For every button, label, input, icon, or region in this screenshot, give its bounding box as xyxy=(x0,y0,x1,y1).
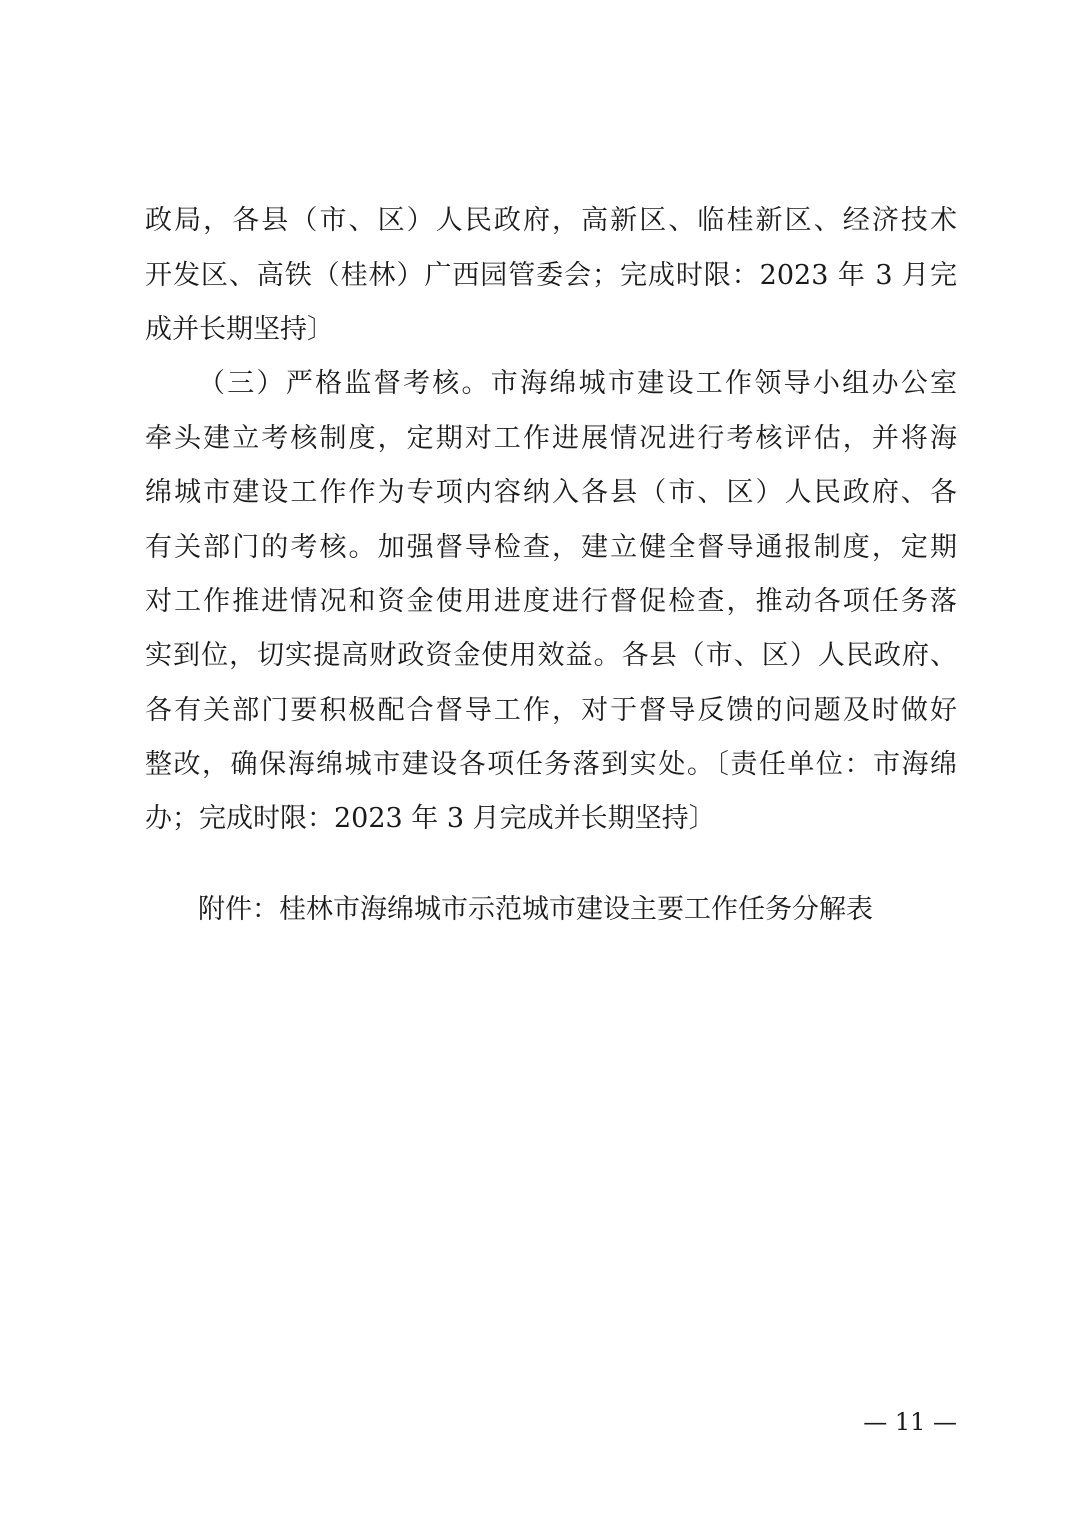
text-line: 绵城市建设工作作为专项内容纳入各县（市、区）人民政府、各 xyxy=(145,477,957,508)
text-line: 有关部门的考核。加强督导检查，建立健全督导通报制度，定期 xyxy=(145,532,957,563)
text-line: 各有关部门要积极配合督导工作，对于督导反馈的问题及时做好 xyxy=(145,695,957,726)
text-line: 办；完成时限：2023 年 3 月完成并长期坚持〕 xyxy=(145,803,716,834)
text-line: 开发区、高铁（桂林）广西园管委会；完成时限：2023 年 3 月完 xyxy=(145,260,957,291)
text-line: 对工作推进情况和资金使用进度进行督促检查，推动各项任务落 xyxy=(145,586,957,617)
attachment-note: 附件：桂林市海绵城市示范城市建设主要工作任务分解表 xyxy=(198,894,873,925)
text-line: 成并长期坚持〕 xyxy=(145,314,334,345)
page-number: — 11 — xyxy=(863,1408,957,1436)
text-line: 整改，确保海绵城市建设各项任务落到实处。〔责任单位：市海绵 xyxy=(145,749,957,780)
text-line: 牵头建立考核制度，定期对工作进展情况进行考核评估，并将海 xyxy=(145,423,957,454)
text-line: （三）严格监督考核。市海绵城市建设工作领导小组办公室 xyxy=(198,368,957,399)
text-line: 实到位，切实提高财政资金使用效益。各县（市、区）人民政府、 xyxy=(145,640,957,671)
text-line: 政局，各县（市、区）人民政府，高新区、临桂新区、经济技术 xyxy=(145,205,957,236)
